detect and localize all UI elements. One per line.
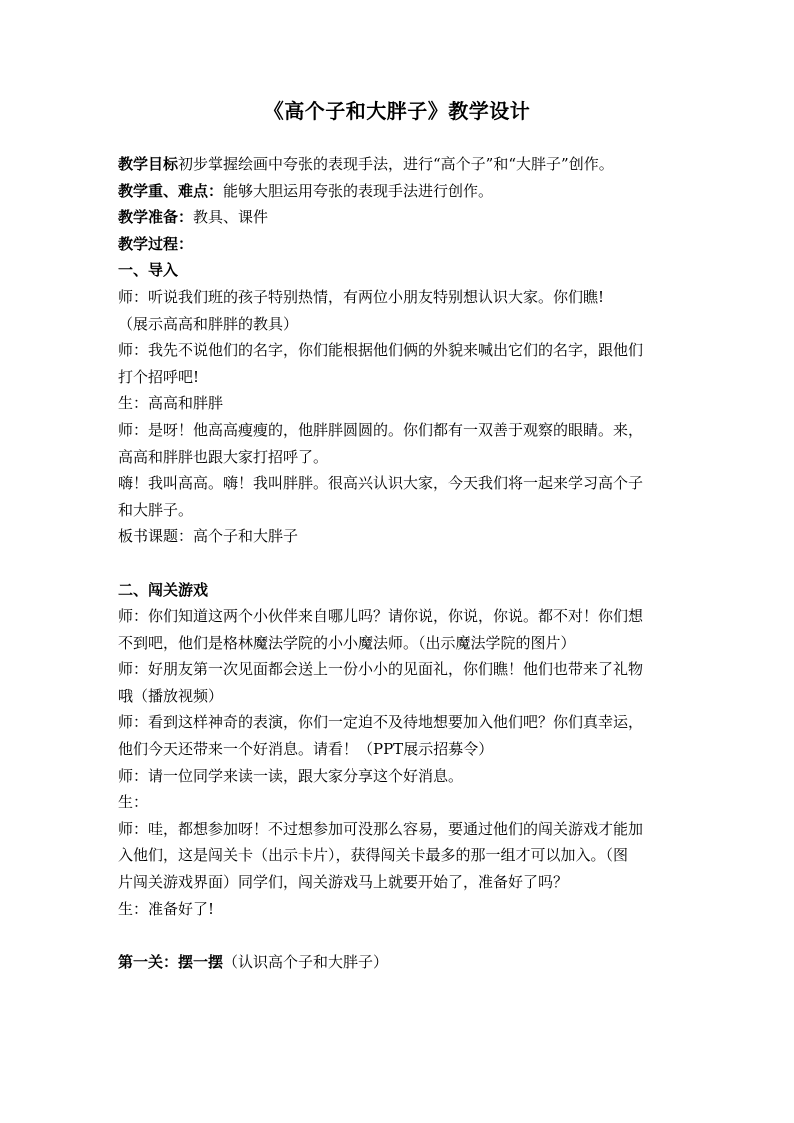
- document-title: 《高个子和大胖子》教学设计: [263, 99, 531, 123]
- document-body: [118, 151, 678, 975]
- section-2-line: 不到吧，他们是格林魔法学院的小小魔法师。（出示魔法学院的图片）: [118, 633, 576, 652]
- key-points: [118, 178, 678, 205]
- preparation-text: 教具、课件: [193, 208, 269, 227]
- section-1-line: 师：听说我们班的孩子特别热情，有两位小朋友特别想认识大家。你们瞧!: [118, 287, 605, 306]
- blank-line: [118, 550, 678, 577]
- section-2-line: 生：: [118, 793, 149, 812]
- preparation-label: 教学准备：: [118, 208, 194, 227]
- section-2-line: 师：好朋友第一次见面都会送上一份小小的见面礼，你们瞧！他们也带来了礼物: [118, 660, 644, 679]
- section-2-line: 师：你们知道这两个小伙伴来自哪儿吗？请你说，你说，你说。都不对！你们想: [118, 607, 644, 626]
- section-1-line: 生：高高和胖胖: [118, 394, 224, 413]
- key-points-text: 能够大胆运用夸张的表现手法进行创作。: [223, 181, 494, 200]
- section-1-line: 师：是呀！他高高瘦瘦的，他胖胖圆圆的。你们都有一双善于观察的眼睛。来，: [118, 420, 644, 439]
- level-1-text: （认识高个子和大胖子）: [223, 952, 389, 971]
- section-2-line: 他们今天还带来一个好消息。请看！（PPT展示招募令）: [118, 740, 494, 759]
- section-1-line: 打个招呼吧!: [118, 367, 200, 386]
- section-1-line: （展示高高和胖胖的教具）: [118, 314, 299, 333]
- teaching-goal: [118, 151, 678, 178]
- section-1-line: 和大胖子。: [118, 500, 194, 519]
- section-2-heading: 二、闯关游戏: [118, 580, 209, 599]
- section-2-line: 师：哇，都想参加呀！不过想参加可没那么容易，要通过他们的闯关游戏才能加: [118, 819, 644, 838]
- section-2-line: 哦（播放视频）: [118, 686, 224, 705]
- section-1-heading: 一、导入: [118, 261, 179, 280]
- section-1-line: 嗨！我叫高高。嗨！我叫胖胖。很高兴认识大家，今天我们将一起来学习高个子: [118, 474, 644, 493]
- level-1: [118, 949, 678, 976]
- level-1-label: 第一关：摆一摆: [118, 952, 224, 971]
- process-heading: 教学过程：: [118, 234, 194, 253]
- blank-line: [118, 922, 678, 949]
- teaching-goal-label: 教学目标: [118, 155, 179, 173]
- section-1-line: 师：我先不说他们的名字，你们能根据他们俩的外貌来喊出它们的名字，跟他们: [118, 341, 644, 360]
- section-1-line: 高高和胖胖也跟大家打招呼了。: [118, 447, 329, 466]
- section-2-line: 入他们，这是闯关卡（出示卡片），获得闯关卡最多的那一组才可以加入。（图: [118, 846, 629, 865]
- section-2-line: 师：请一位同学来读一读，跟大家分享这个好消息。: [118, 766, 464, 785]
- section-2-line: 师：看到这样神奇的表演，你们一定迫不及待地想要加入他们吧？你们真幸运，: [118, 713, 644, 732]
- teaching-goal-text: 初步掌握绘画中夸张的表现手法，进行“高个子”和“大胖子”创作。: [178, 155, 614, 173]
- key-points-label: 教学重、难点：: [118, 181, 224, 200]
- preparation: [118, 204, 678, 231]
- section-1-line: 板书课题：高个子和大胖子: [118, 527, 299, 546]
- section-2-line: 片闯关游戏界面）同学们，闯关游戏马上就要开始了，准备好了吗？: [118, 873, 569, 892]
- section-2-line: 生：准备好了!: [118, 899, 215, 918]
